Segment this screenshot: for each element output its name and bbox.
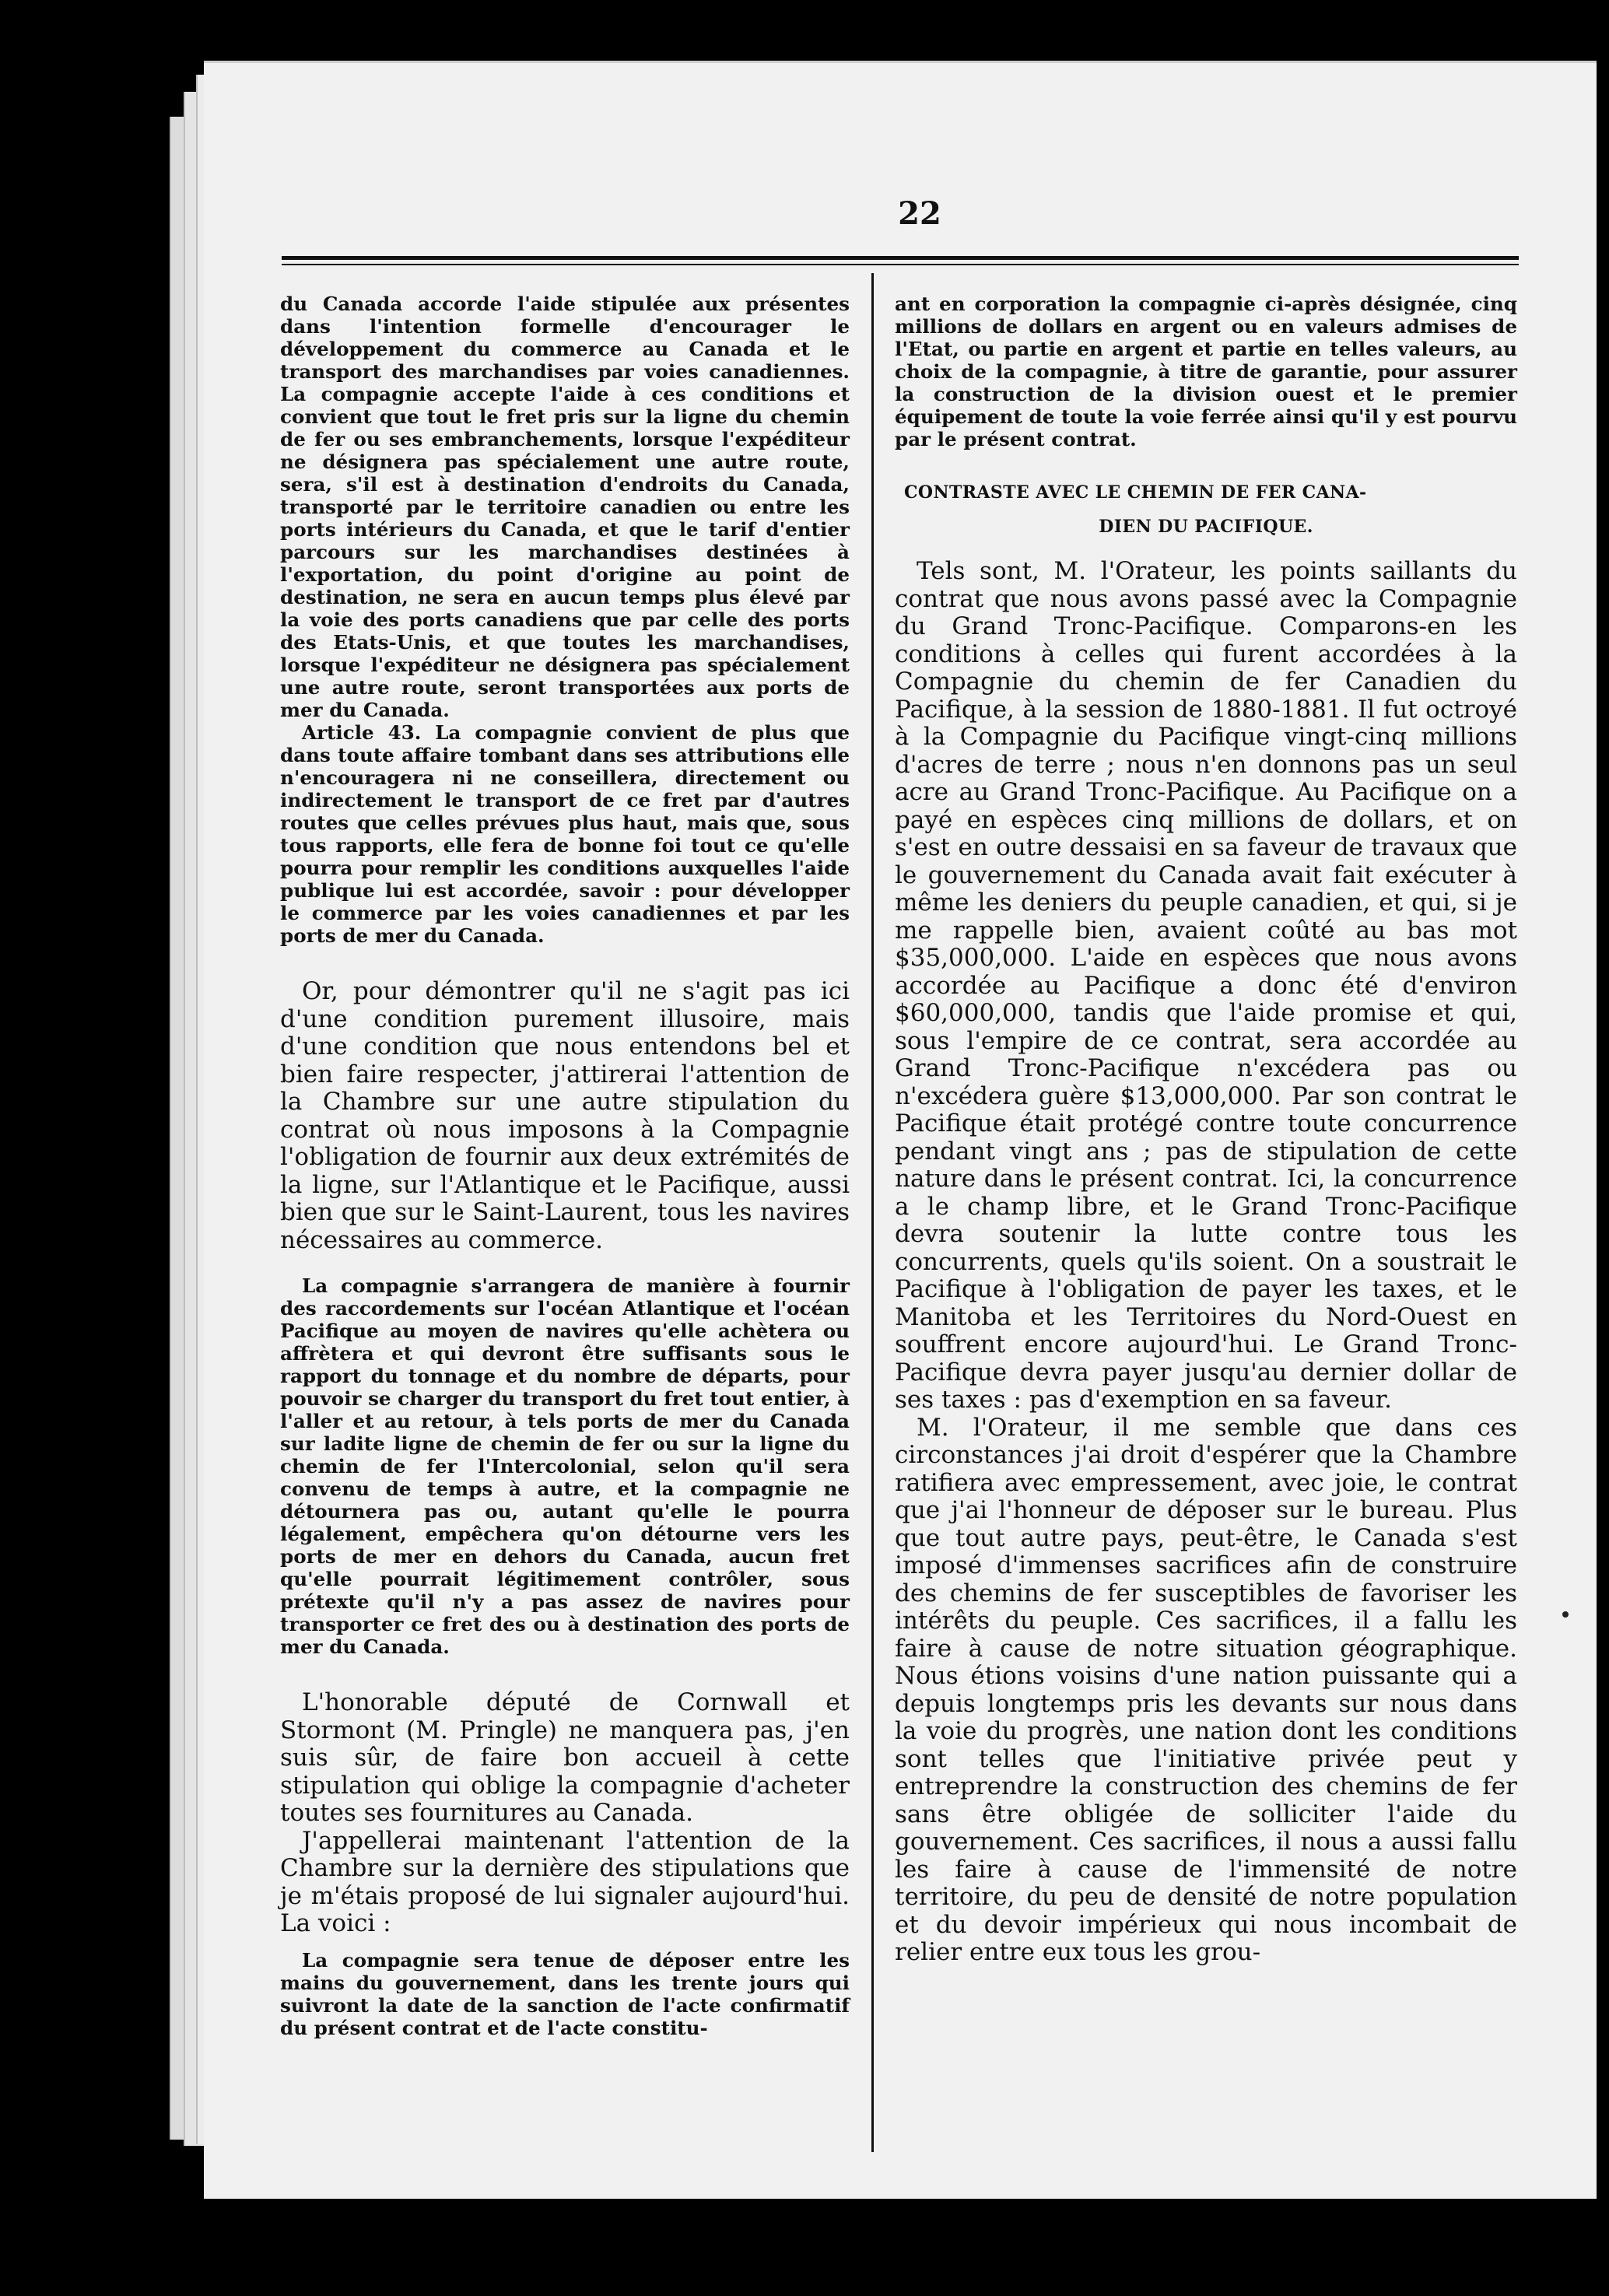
quoted-contract-text: La compagnie s'arrangera de manière à fournir des raccordements sur l'océan Atlantique et l'océan Pacifique au moyen de navires qu'elle achètera ou affrètera et qui devront être suffisants sous le rapport du tonnage et du nombre de départs, pour pouvoir se charger du transport du fret tout entier, à l'aller et au retour, à tels ports de mer du Canada sur ladite ligne de chemin de fer ou sur la ligne du chemin de fer l'Intercolonial, selon qu'il sera convenu de temps à autre, et la compagnie ne détournera pas ou, autant qu'elle le pourra légalement, empêchera qu'on détourne vers les ports de mer en dehors du Canada, aucun fret qu'elle pourrait légitimement contrôler, sous prétexte qu'il n'y a pas assez de navires pour transporter ce fret des ou à destination des ports de mer du Canada. xyxy=(280,1274,850,1658)
left-column xyxy=(280,293,850,2039)
speech-paragraph: Or, pour démontrer qu'il ne s'agit pas ici d'une condition purement illusoire, mais d'une condition que nous entendons bel et bien faire respecter, j'attirerai l'attention de la Chambre sur une autre stipulation du contrat où nous imposons à la Compagnie l'obligation de fournir aux deux extrémités de la ligne, sur l'Atlantique et le Pacifique, aussi bien que sur le Saint-Laurent, tous les navires nécessaires au commerce. xyxy=(280,977,850,1254)
page-number: 22 xyxy=(898,195,941,232)
header-rule xyxy=(282,256,1519,260)
quoted-contract-text: du Canada accorde l'aide stipulée aux présentes dans l'intention formelle d'encourager le développement du commerce au Canada et le transport des marchandises par voies canadiennes. La compagnie accepte l'aide à ces conditions et convient que tout le fret pris sur la ligne du chemin de fer ou ses embranchements, lorsque l'expéditeur ne désignera pas spécialement une autre route, sera, s'il est à destination d'endroits du Canada, transporté par le territoire canadien ou entre les ports intérieurs du Canada, et que le tarif d'entier parcours sur les marchandises destinées à l'exportation, du point d'origine au point de destination, ne sera en aucun temps plus élevé par la voie des ports canadiens que par celle des ports des Etats-Unis, et que toutes les marchandises, lorsque l'expéditeur ne désignera pas spécialement une autre route, seront transportées aux ports de mer du Canada. xyxy=(280,293,850,721)
quoted-contract-text: La compagnie sera tenue de déposer entre les mains du gouvernement, dans les trente jours qui suivront la date de la sanction de l'acte confirmatif du présent contrat et de l'acte constitu- xyxy=(280,1948,850,2039)
speech-paragraph: Tels sont, M. l'Orateur, les points saillants du contrat que nous avons passé avec la Compagnie du Grand Tronc-Pacifique. Comparons-en les conditions à celles qui furent accordées à la Compagnie du chemin de fer Canadien du Pacifique, à la session de 1880-1881. Il fut octroyé à la Compagnie du Pacifique vingt-cinq millions d'acres de terre ; nous n'en donnons pas un seul acre au Grand Tronc-Pacifique. Au Pacifique on a payé en espèces cinq millions de dollars, et on s'est en outre dessaisi en sa faveur de travaux que le gouvernement du Canada avait fait exécuter à même les deniers du peuple canadien, et qui, si je me rappelle bien, avaient coûté au bas mot $35,000,000. L'aide en espèces que nous avons accordée au Pacifique a donc été d'environ $60,000,000, tandis que l'aide promise et qui, sous l'empire de ce contrat, sera accordée au Grand Tronc-Pacifique n'excédera pas ou n'excédera guère $13,000,000. Par son contrat le Pacifique était protégé contre toute concurrence pendant vingt ans ; pas de stipulation de cette nature dans le présent contrat. Ici, la concurrence a le champ libre, et le Grand Tronc-Pacifique devra soutenir la lutte contre tous les concurrents, quels qu'ils soient. On a soustrait le Pacifique à l'obligation de payer les taxes, et le Manitoba et les Territoires du Nord-Ouest en souffrent encore aujourd'hui. Le Grand Tronc-Pacifique devra payer jusqu'au dernier dollar de ses taxes : pas d'exemption en sa faveur. xyxy=(895,557,1517,1414)
section-heading-continued: DIEN DU PACIFIQUE. xyxy=(1099,517,1313,537)
column-divider xyxy=(871,273,874,2152)
article-43-text: Article 43. La compagnie convient de plus que dans toute affaire tombant dans ses attributions elle n'encouragera ni ne conseillera, directement ou indirectement le transport de ce fret par d'autres routes que celles prévues plus haut, mais que, sous tous rapports, elle fera de bonne foi tout ce qu'elle pourra pour remplir les conditions auxquelles l'aide publique lui est accordée, savoir : pour développer le commerce par les voies canadiennes et par les ports de mer du Canada. xyxy=(280,721,850,947)
speech-paragraph: J'appellerai maintenant l'attention de la Chambre sur la dernière des stipulations que je m'étais proposé de lui signaler aujourd'hui. La voici : xyxy=(280,1826,850,1937)
right-column xyxy=(895,293,1517,1967)
section-heading: CONTRASTE AVEC LE CHEMIN DE FER CANA- xyxy=(904,482,1367,503)
speech-paragraph: L'honorable député de Cornwall et Stormont (M. Pringle) ne manquera pas, j'en suis sûr, de faire bon accueil à cette stipulation qui oblige la compagnie d'acheter toutes ses fournitures au Canada. xyxy=(280,1688,850,1827)
document-page xyxy=(204,61,1597,2199)
speck xyxy=(1562,1611,1569,1618)
header-rule-thin xyxy=(282,264,1519,265)
quoted-contract-text: ant en corporation la compagnie ci-après désignée, cinq millions de dollars en argent ou en valeurs admises de l'Etat, ou partie en argent et partie en telles valeurs, au choix de la compagnie, à titre de garantie, pour assurer la construction de la division ouest et le premier équipement de toute la voie ferrée ainsi qu'il y est pourvu par le présent contrat. xyxy=(895,293,1517,450)
speech-paragraph: M. l'Orateur, il me semble que dans ces circonstances j'ai droit d'espérer que la Chambre ratifiera avec empressement, avec joie, le contrat que j'ai l'honneur de déposer sur le bureau. Plus que tout autre pays, peut-être, le Canada s'est imposé d'immenses sacrifices afin de construire des chemins de fer susceptibles de favoriser les intérêts du peuple. Ces sacrifices, il a fallu les faire à cause de notre situation géographique. Nous étions voisins d'une nation puissante qui a depuis longtemps pris les devants sur nous dans la voie du progrès, une nation dont les conditions sont telles que l'initiative privée peut y entreprendre la construction des chemins de fer sans être obligée de solliciter l'aide du gouvernement. Ces sacrifices, il nous a aussi fallu les faire à cause de l'immensité de notre territoire, du peu de densité de notre population et du devoir impérieux qui nous incombait de relier entre eux tous les grou- xyxy=(895,1413,1517,1966)
